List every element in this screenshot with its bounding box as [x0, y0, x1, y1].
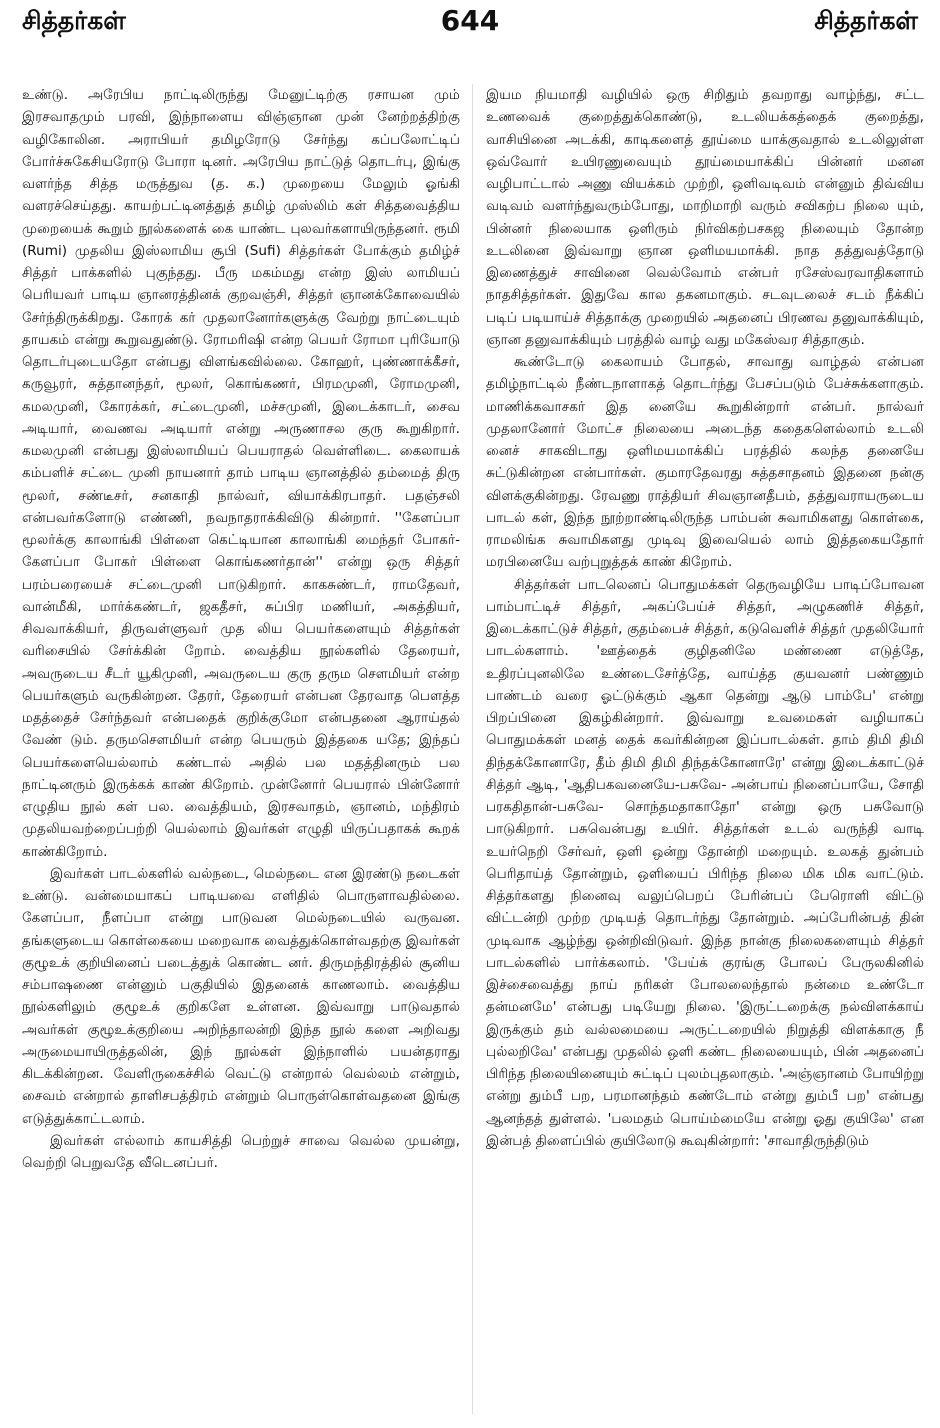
- paragraph: கூண்டோடு கைலாயம் போதல், சாவாது வாழ்தல் என்பன தமிழ்நாட்டில் நீண்டநாளாகத் தொடர்ந்து பேசப்படும் பேச்சுக்களாகும். மாணிக்கவாசகர் இத னையே கூறுகின்றார் என்பர். நால்வர் முதலானோர் மோட்ச நிலையை அடைந்த கதைகளெல்லாம் உடலி னைச் சாகவிடாது ஒளிமயமாக்கிப் பரத்தில் கலந்த தனையே சுட்டுகின்றன என்பார்கள். குமாரதேவரது சுத்தசாதனம் இதனை நன்கு விளக்குகின்றது. ரேவணு ராத்தியர் சிவஞானதீபம், தத்துவராயருடைய பாடல் கள், இந்த நூற்றாண்டிலிருந்த பாம்பன் சுவாமிகளது கொள்கை, ராமலிங்க சுவாமிகளது முடிவு இவையெல் லாம் இத்தகையதோர் மரபினையே வற்புறுத்தக் காண் கிறோம்.: [486, 354, 924, 571]
- paragraph: உண்டு. அரேபிய நாட்டிலிருந்து மேனுட்டிற்கு ரசாயன மும் இரசவாதமும் பரவி, இந்நாளைய விஞ்ஞான முன் னேற்றத்திற்கு வழிகோலின. அராபியர் தமிழரோடு சேர்ந்து கப்பலோட்டிப் போர்ச்சுகேசியரோடு போரா டினர். அரேபிய நாட்டுத் தொடர்பு, இங்கு வளர்ந்த சித்த மருத்துவ (த. க.) முறையை மேலும் ஓங்கி வளரச்செய்தது. காயற்பட்டினத்துத் தமிழ் முஸ்லிம் கள் சித்தவைத்திய முறையைக் கூறும் நூல்களைக் கை யாண்ட புலவர்களாயிருந்தனர். ரூமி (Rumi) முதலிய இஸ்லாமிய சூபி (Sufi) சித்தர்கள் போக்கும் தமிழ்ச் சித்தர் பாக்களில் புகுந்தது. பீரு மகம்மது என்ற இஸ் லாமியப் பெரியவர் பாடிய ஞானரத்தினக் குறவஞ்சி, சித்தர் ஞானக்கோவையில் சேர்ந்திருக்கிறது. கோரக் கர் முதலானோர்களுக்கு வேற்று நாட்டையும் தாயகம் என்று கூறுவதுண்டு. ரோமரிஷி என்ற பெயர் ரோமா புரியோடு தொடர்புடையதோ என்பது விளங்கவில்லை. கோஹர், புண்ணாக்கீசர், கருவூரர், சுத்தானந்தர், மூலர், கொங்கணர், பிரமமுனி, ரோமமுனி, கமலமுனி, கோரக்கர், சட்டைமுனி, மச்சமுனி, இடைக்காடர், சைவ அடியார், வைணவ அடியார் என்று அருணாசல குரு கூறுகிறார். கமலமுனி என்பது இஸ்லாமியப் பெயராதல் வெள்ளிடை. கைலாயக் கம்பளிச் சட்டை முனி நாயனார் தாம் பாடிய ஞானத்தில் தம்மைத் திரு மூலர், சண்டீசர், சனகாதி நால்வர், வியாக்கிரபாதர். பதஞ்சலி என்பவர்களோடு எண்ணி, நவநாதராக்கிவிடு கின்றார். ''கேளப்பா மூலர்க்கு காலாங்கி பிள்ளை கெட்டியான காலாங்கி மைந்தர் போகர்-கேளப்பா போகர் பிள்ளை கொங்கணர்தான்'' என்று ஒரு சித்தர் பரம்பரையைச் சட்டைமுனி பாடுகிறார். காகசுண்டர், ராமதேவர், வான்மீகி, மார்க்கண்டர், ஜகதீசர், சுப்பிர மணியர், அகத்தியர், சிவவாக்கியர், திருவள்ளுவர் முத லிய பெயர்களையும் சித்தர்கள் வரிசையில் சேர்க்கின் றோம். வைத்திய நூல்களில் தேரையர், அவருடைய சீடர் யூகிமுனி, அவருடைய குரு தரும சௌமியர் என்ற பெயர்களும் வருகின்றன. தேரர், தேரையர் என்பன தேரவாத பௌத்த மதத்தைச் சேர்ந்தவர் என்பதைக் குறிக்குமோ என்பதனை ஆராய்தல் வேண் டும். தருமசௌமியர் என்ற பெயரும் இத்தகை யதே; இந்தப் பெயர்களையெல்லாம் கண்டால் அதில் பல மதத்தினரும் பல நாட்டினரும் இருக்கக் காண் கிறோம். முன்னோர் பெயரால் பின்னோர் எழுதிய நூல் கள் பல. வைத்தியம், இரசவாதம், ஞானம், மந்திரம் முதலியவற்றைப்பற்றி யெல்லாம் இவர்கள் எழுதி யிருப்பதாகக் கூறக் காண்கிறோம்.: [22, 87, 460, 860]
- paragraph: இவர்கள் எல்லாம் காயசித்தி பெற்றுச் சாவை வெல்ல முயன்று, வெற்றி பெறுவதே வீடெனப்பர்.: [22, 1132, 460, 1171]
- paragraph: சித்தர்கள் பாடலெனப் பொதுமக்கள் தெருவழியே பாடிப்போவன பாம்பாட்டிச் சித்தர், அகப்பேய்ச் சித்தர், அழுகணிச் சித்தர், இடைக்காட்டுச் சித்தர், குதம்பைச் சித்தர், கடுவெளிச் சித்தர் முதலியோர் பாடல்களாம். 'ஊத்தைக் குழிதனிலே மண்ணை எடுத்தே, உதிரப்புனலிலே உண்டைசேர்த்தே, வாய்த்த குயவனர் பண்ணும் பாண்டம் வரை ஓட்டுக்கும் ஆகா தென்று ஆடு பாம்பே' என்று பிறப்பினை இகழ்கின்றார். இவ்வாறு உவமைகள் வழியாகப் பொதுமக்கள் மனத் தைக் கவர்கின்றன இப்பாடல்கள். தாம் திமி திமி திந்தக்கோனாரே, தீம் திமி திமி திந்தக்கோனாரே' என்று இடைக்காட்டுச் சித்தர் ஆடி, 'ஆதிபகவனையே-பசுவே- அன்பாய் நினைப்பாயே, சோதி பரகதிதான்-பசுவே- சொந்தமதாகாதோ' என்று ஒரு பசுவோடு பாடுகிறார். பசுவென்பது உயிர். சித்தர்கள் உடல் வருந்தி வாடி உயர்நெறி சேர்வர், ஒளி ஒன்று தோன்றி மறையும். உலகத் துன்பம் பெரிதாய்த் தோன்றும், ஒளியைப் பிரிந்த நிலை மிக மிக வாட்டும். சித்தர்களது நினைவு வலுப்பெறப் பேரின்பப் பேரொளி விட்டு விட்டன்றி முற்ற முடியத் தொடர்ந்து தோன்றும். அப்பேரின்பத் தின் முடிவாக ஆழ்ந்து ஒன்றிவிடுவர். இந்த நான்கு நிலைகளையும் சித்தர் பாடல்களில் பார்க்கலாம். 'பேய்க் குரங்கு போலப் பேருலகினில் இச்சைவைத்து நாய் நரிகள் போலலைந்தால் நன்மை உண்டோ தன்மனமே' என்பது படியேறு நிலை. 'இருட்டறைக்கு நல்விளக்காய் இருக்கும் தம் வல்லமையை அருட்டறையில் நிறுத்தி விளக்காகு நீ புல்லறிவே' என்பது முதலில் ஒளி கண்ட நிலையையும், பின் அதனைப் பிரிந்த நிலையினையும் சுட்டிப் புலம்புதலாகும். 'அஞ்ஞானம் போயிற்று என்று தும்பீ பற, பரமானந்தம் கண்டோம் என்று தும்பீ பற' என்பது ஆனந்தத் துள்ளல். 'பலமதம் பொய்ம்மையே என்று ஓது குயிலே' என இன்பத் திளைப்பில் குயிலோடு கூவுகின்றார்: 'சாவாதிருந்திடும்: [486, 576, 924, 1149]
- paragraph: இவர்கள் பாடல்களில் வல்நடை, மெல்நடை என இரண்டு நடைகள் உண்டு. வன்மையாகப் பாடியவை எளிதில் பொருளாவதில்லை. கேளப்பா, நீளப்பா என்று பாடுவன மெல்நடையில் வருவன. தங்களுடைய கொள்கையை மறைவாக வைத்துக்கொள்வதற்கு இவர்கள் குழூஉக் குறியினைப் படைத்துக் கொண்ட னர். திருமந்திரத்தில் சூனிய சம்பாஷணை என்னும் பகுதியில் இதனைக் காணலாம். வைத்திய நூல்களிலும் குழூஉக் குறிகளே உள்ளன. இவ்வாறு பாடுவதால் அவர்கள் குழூஉக்குறியை அறிந்தாலன்றி இந்த நூல் களை அறிவது அருமையாயிருத்தலின், இந் நூல்கள் இந்நாளில் பயன்தராது கிடக்கின்றன. வேளிருகைச்சில் வெட்டு என்றால் வெல்லம் என்றும், சைவம் என்றால் தாளிசபத்திரம் என்றும் பொருள்கொள்வதனை இங்கு எடுத்துக்காட்டலாம்.: [22, 865, 460, 1127]
- right-column: [486, 84, 924, 1152]
- running-head-left: சித்தர்கள்: [22, 6, 126, 35]
- running-head-right: சித்தர்கள்: [814, 6, 918, 35]
- column-divider: [472, 84, 473, 1414]
- paragraph: இயம நியமாதி வழியில் ஒரு சிறிதும் தவறாது வாழ்ந்து, சட்ட உணவைக் குறைத்துக்கொண்டு, உடலியக்கத்தைக் குறைத்து, வாசியினை அடக்கி, காடிகளைத் தூய்மை யாக்குவதால் உடலிலுள்ள ஒவ்வோர் உயிரணுவையும் தூய்மையாக்கிப் பின்னர் மனன வழிபாட்டால் அணு வியக்கம் முற்றி, ஒளிவடிவம் என்னும் திவ்விய வடிவம் வளர்ந்துவரும்போது, மாறிமாறி வரும் சவிகற்ப நிலை யும், பின்னர் நிலையாக ஒளிரும் நிர்விகற்பசகஜ நிலையும் தோன்ற உடலினை இவ்வாறு ஞான ஒளிமயமாக்கி. நாத தத்துவத்தோடு இணைத்துச் சாவினை வெல்வோம் என்பர் ரசேஸ்வரவாதிகளாம் நாதசித்தர்கள். இதுவே கால தகனமாகும். சடவுடலைச் சடம் நீக்கிப் படிப் படியாய்ச் சித்தாக்கு முறையில் அதனைப் பிரணவ தனுவாக்கியும், ஞான தனுவாக்கியும் பரத்தில் வாழ் வது மகேஸ்வர சித்தாகும்.: [486, 87, 924, 348]
- left-column: [22, 84, 460, 1174]
- page-number: 644: [440, 4, 500, 37]
